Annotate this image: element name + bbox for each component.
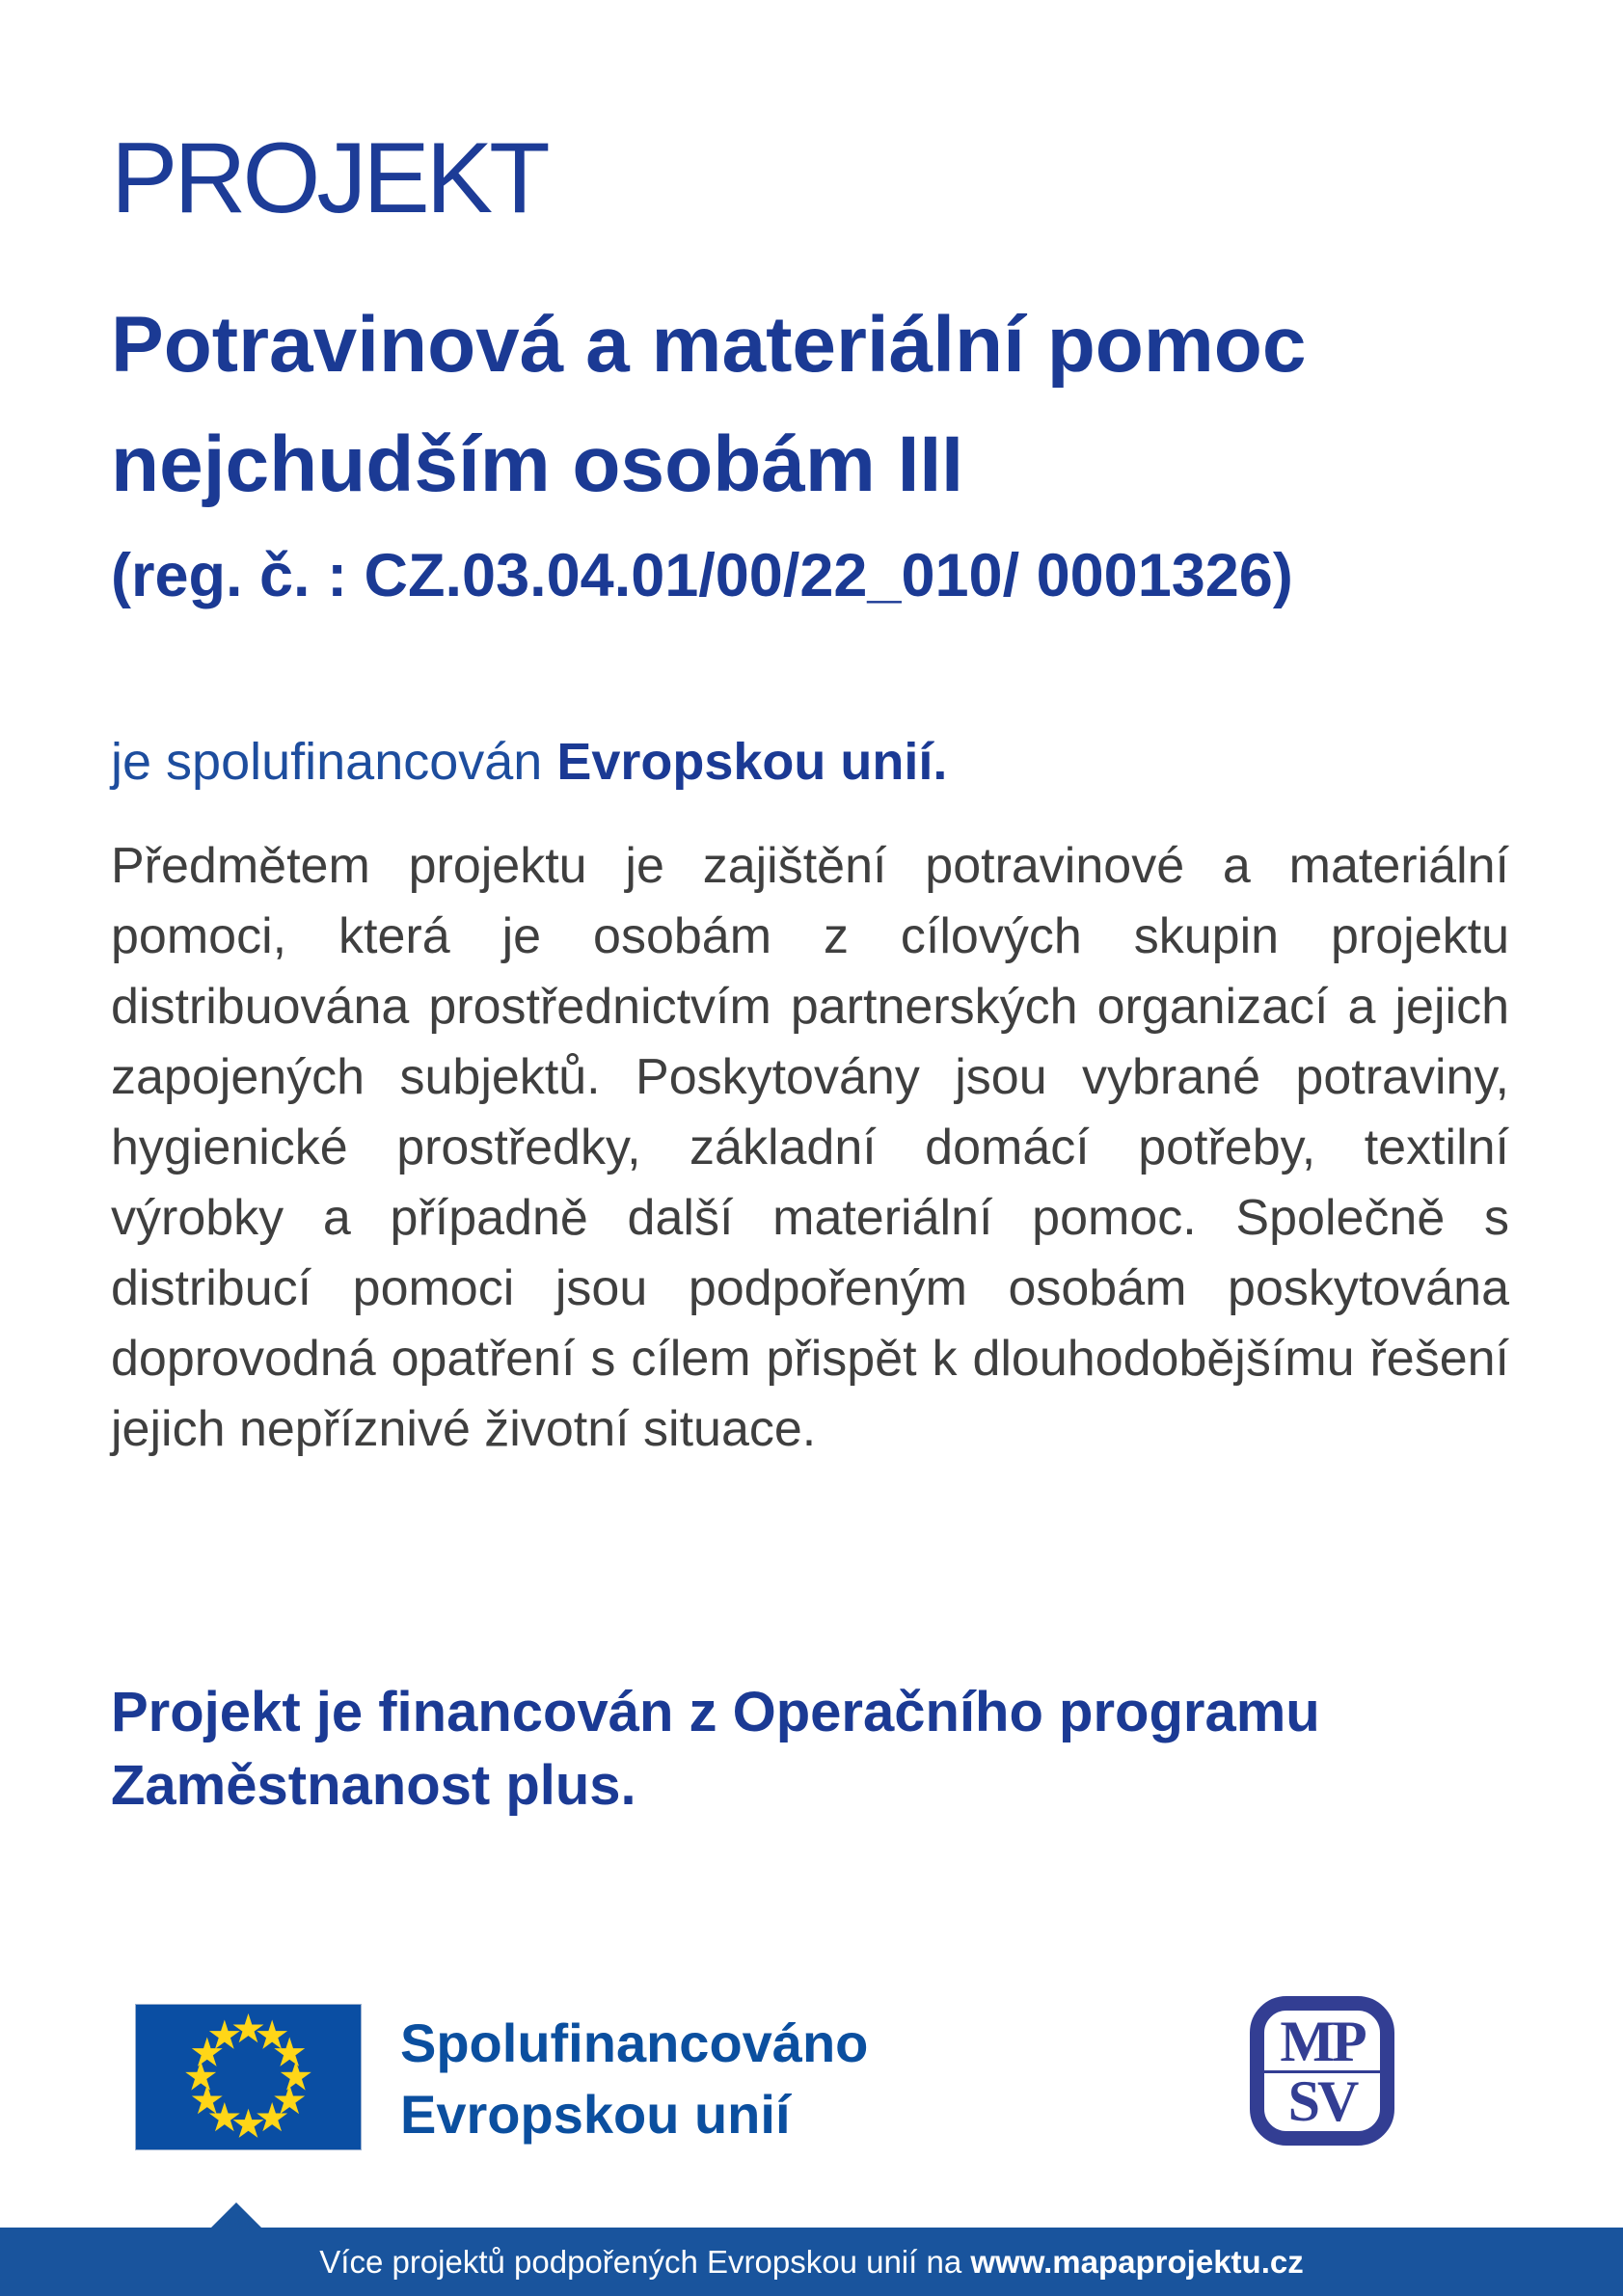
footer-url: www.mapaprojektu.cz — [970, 2243, 1304, 2280]
footer-note — [319, 2244, 1303, 2281]
funding-program-line-2: Zaměstnanost plus. — [111, 1754, 636, 1817]
project-title-line-2: nejchudším osobám III — [111, 420, 963, 508]
mpsv-logo-line-1: MP — [1280, 2009, 1365, 2073]
project-title-line-1: Potravinová a materiální pomoc — [111, 301, 1307, 389]
page-title: PROJEKT — [111, 122, 547, 234]
eu-cofinanced-label-line-2: Evropskou unií — [400, 2084, 791, 2145]
registration-number: (reg. č. : CZ.03.04.01/00/22_010/ 0001326) — [111, 542, 1293, 609]
cofinance-prefix: je spolufinancován — [111, 733, 557, 791]
mpsv-logo-icon — [1250, 1996, 1394, 2146]
footer-pennant-triangle-icon — [210, 2202, 262, 2228]
eu-cofinanced-label — [400, 2008, 868, 2150]
project-title — [111, 285, 1307, 525]
mpsv-logo-line-2: SV — [1287, 2068, 1357, 2133]
funding-program-note — [111, 1676, 1320, 1823]
eu-flag-icon — [135, 2004, 362, 2150]
funding-program-line-1: Projekt je financován z Operačního programu — [111, 1681, 1320, 1743]
eu-stars-icon — [136, 2005, 361, 2149]
mpsv-logo-text — [1264, 2009, 1380, 2133]
footer-note-prefix: Více projektů podpořených Evropskou unií na — [319, 2243, 971, 2280]
eu-cofinanced-label-line-1: Spolufinancováno — [400, 2012, 869, 2073]
project-description-paragraph: Předmětem projektu je zajištění potravinové a materiální pomoci, která je osobám z cílových skupin projektu distribuována prostřednictvím partnerských organizací a jejich zapojených subjektů. Poskytovány jsou vybrané potraviny, hygienické prostředky, základní domácí potřeby, textilní výrobky a případně další materiální pomoc. Společně s distribucí pomoci jsou podpořeným osobám poskytována doprovodná opatření s cílem přispět k dlouhodobějšímu řešení jejich nepříznivé životní situace. — [111, 838, 1509, 1457]
cofinance-eu-bold: Evropskou unií. — [556, 733, 948, 791]
footer-bar — [0, 2228, 1623, 2296]
cofinance-statement — [111, 730, 947, 796]
